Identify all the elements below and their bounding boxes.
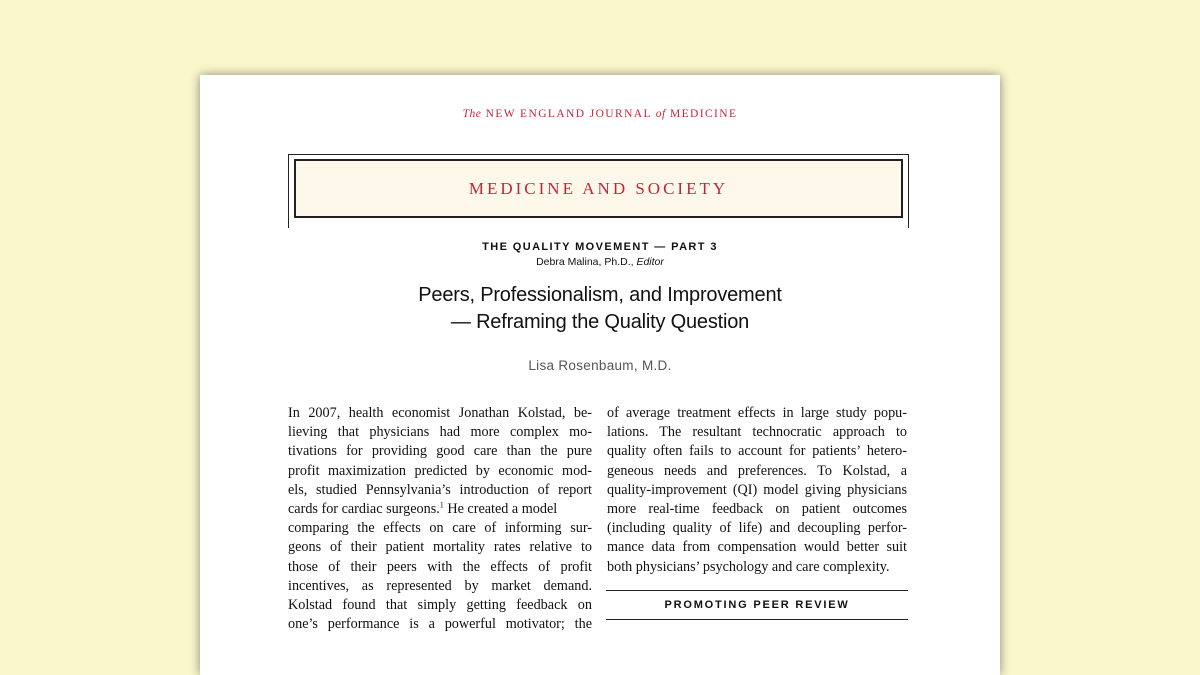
body-line: those of their peers with the effects of profit [288,558,592,575]
body-line: quality-improvement (QI) model giving physicians [607,481,907,498]
subhead-rule [606,590,908,620]
body-line: quality often fails to account for patients’ hetero- [607,443,907,460]
body-line: Kolstad found that simply getting feedback on [288,596,592,613]
body-line [288,500,592,519]
journal-name-part2: MEDICINE [670,108,738,120]
body-line: geons of their patient mortality rates relative to [288,539,592,556]
article-title [200,282,1000,336]
subhead: PROMOTING PEER REVIEW [664,599,850,611]
body-text: cards for cardiac surgeons. [288,500,440,517]
body-column-left [288,404,592,634]
body-line: incentives, as represented by market demand. [288,577,592,594]
section-title: MEDICINE AND SOCIETY [468,178,729,198]
article-title-line2: — Reframing the Quality Question [450,311,750,333]
body-line: In 2007, health economist Jonathan Kolstad, be- [288,405,592,421]
body-line: comparing the effects on care of informing sur- [288,520,592,537]
body-line: lations. The resultant technocratic approach to [607,424,907,441]
article-title-line1: Peers, Professionalism, and Improvement [418,284,782,306]
article-page [200,75,1000,675]
footnote-ref[interactable]: 1 [439,500,444,510]
series-editor [200,256,1000,268]
body-line: more real-time feedback on patient outcomes [607,500,907,517]
journal-of: of [655,108,666,120]
editor-role: Editor [636,256,664,268]
body-line: profit maximization predicted by economic mod- [288,462,592,479]
body-line: one’s performance is a powerful motivator; the [288,616,592,633]
section-banner [294,159,903,218]
body-text: He created a model [443,500,558,517]
body-line: lieving that physicians had more complex mo- [288,424,592,441]
body-line: of average treatment effects in large study popu- [607,405,907,421]
series-label: THE QUALITY MOVEMENT — PART 3 [482,241,718,253]
body-line: els, studied Pennsylvania’s introduction of report [288,481,592,498]
body-line: geneous needs and preferences. To Kolstad, a [607,462,907,479]
body-line: (including quality of life) and decoupling perfor- [607,520,907,537]
journal-prefix: The [462,108,482,120]
body-line: both physicians’ psychology and care complexity. [607,558,890,575]
journal-name-part1: NEW ENGLAND JOURNAL [485,108,652,120]
journal-header [200,108,1000,120]
body-line: tivations for providing good care than the pure [288,443,592,460]
body-column-right [607,404,907,577]
article-author: Lisa Rosenbaum, M.D. [528,358,672,373]
body-line: mance data from compensation would better suit [607,539,907,556]
editor-name: Debra Malina, Ph.D., [536,256,634,268]
